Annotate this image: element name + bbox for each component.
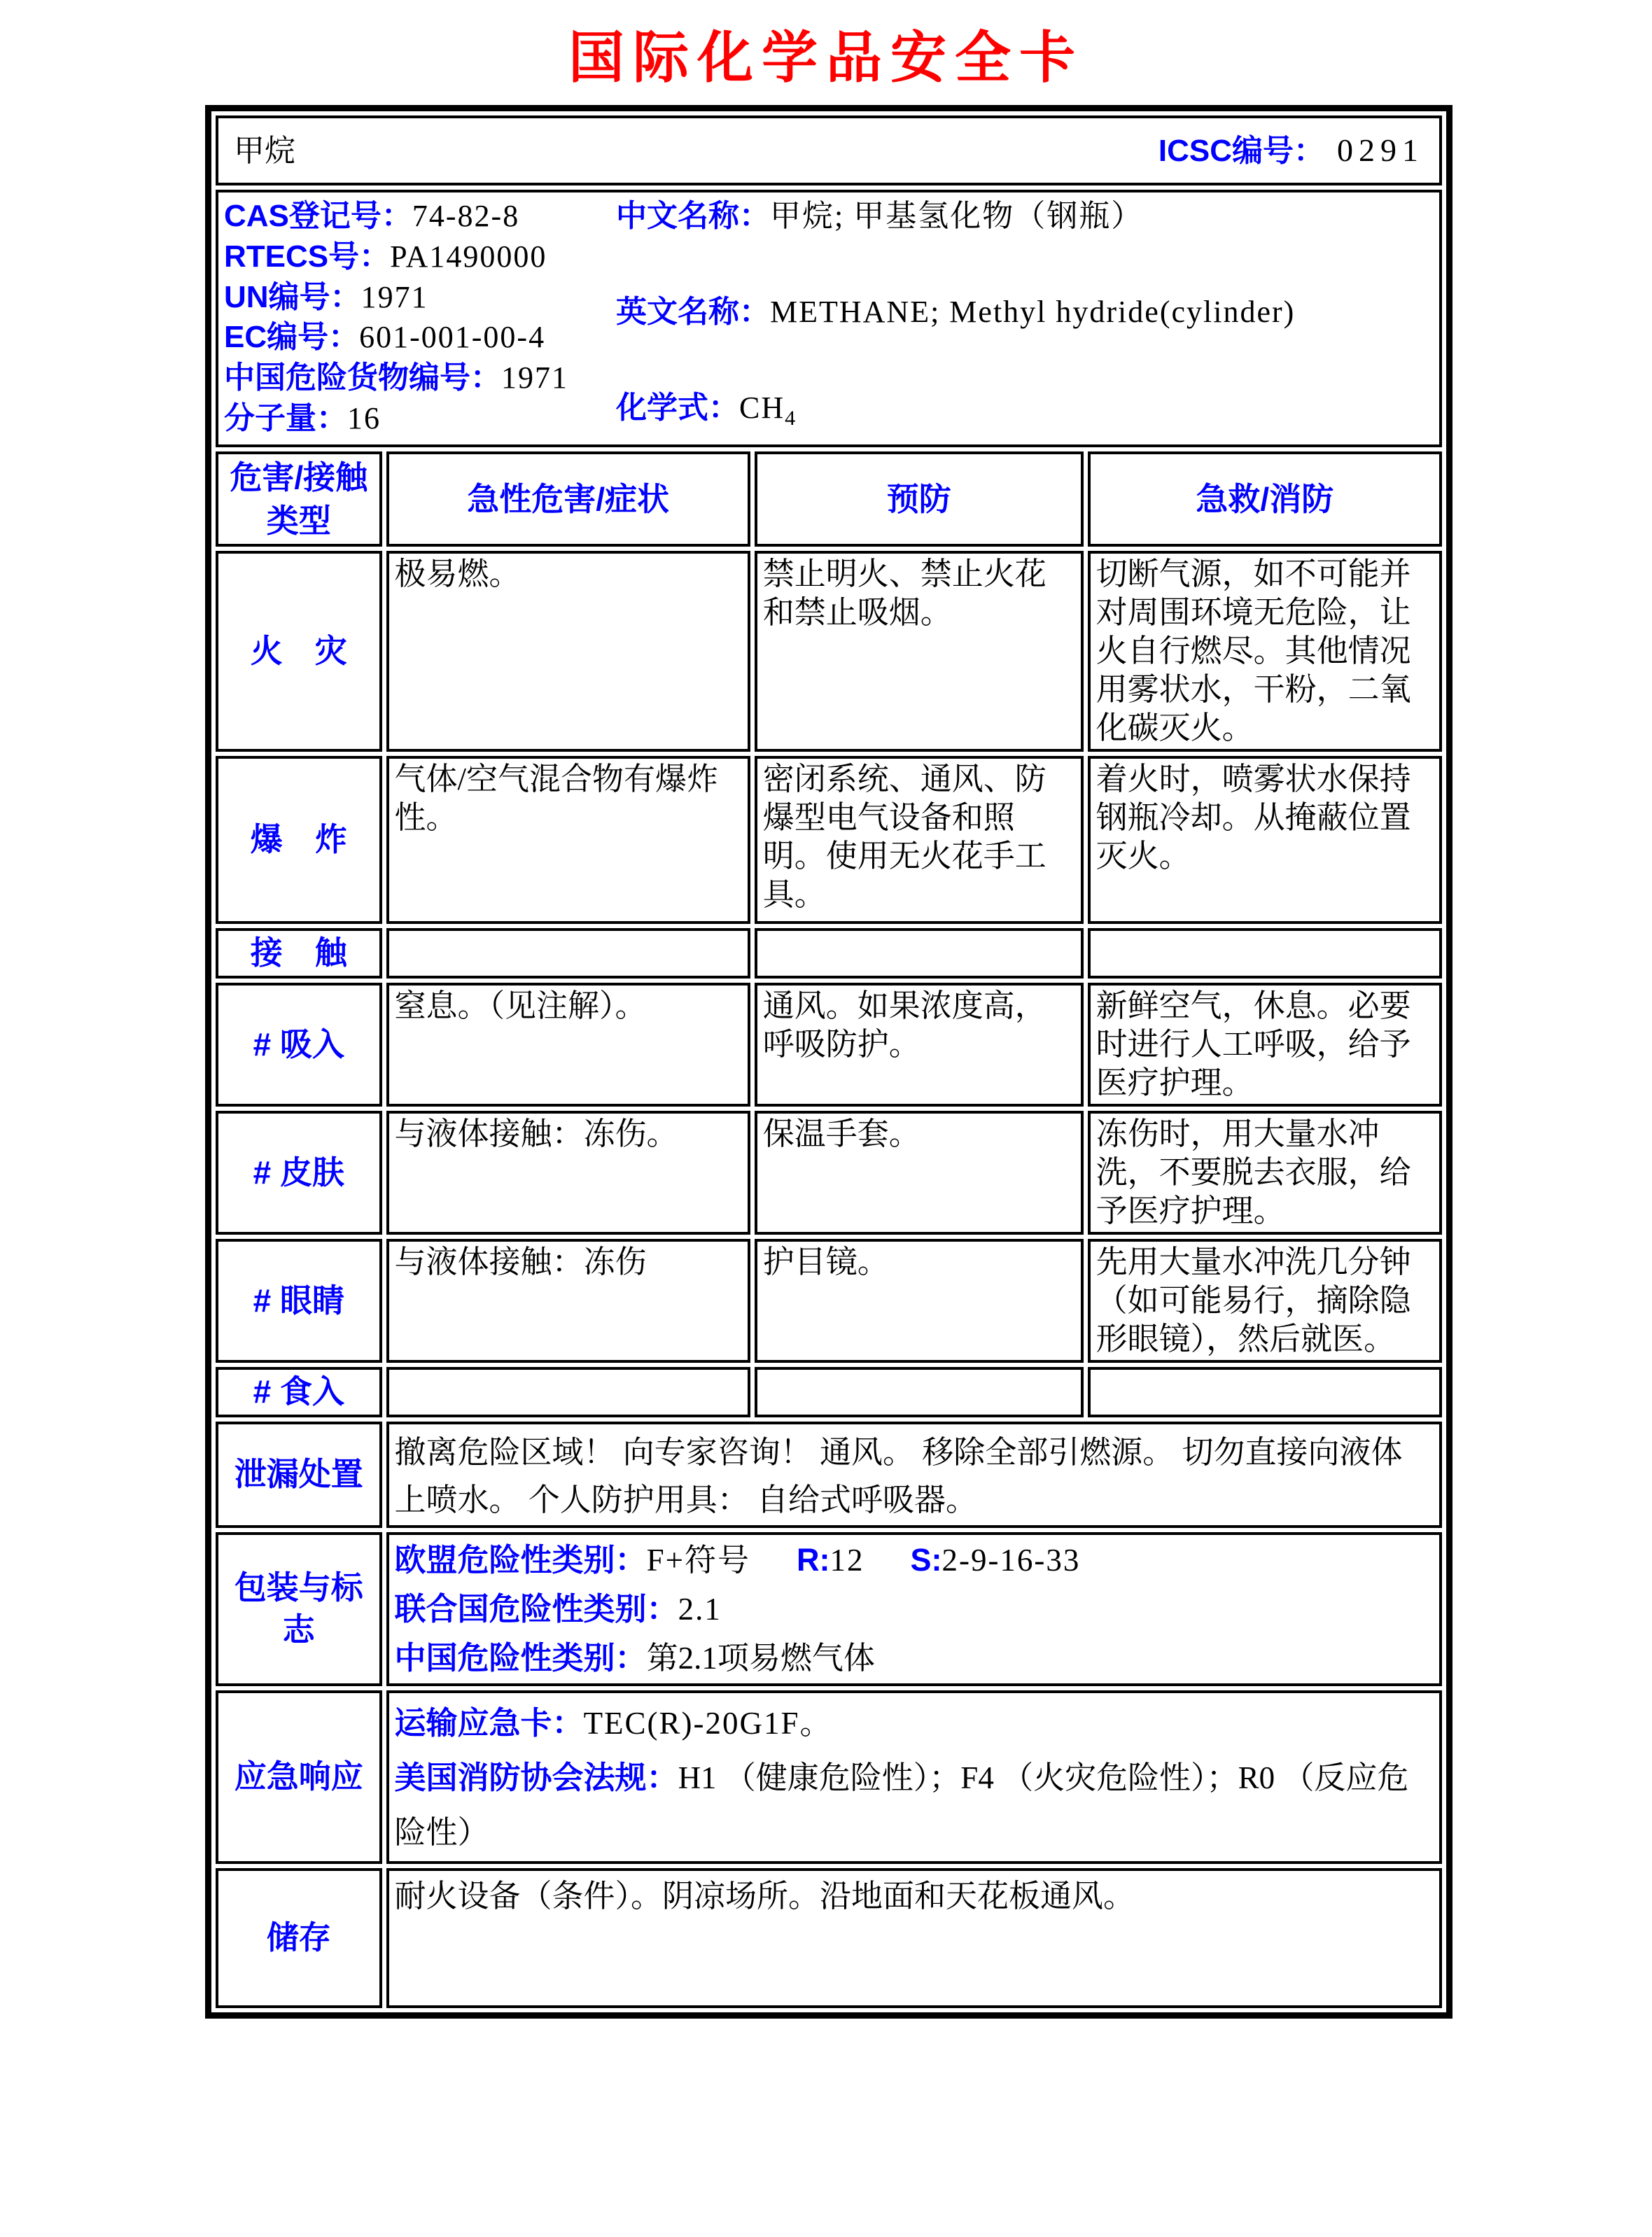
ec-number-line [224,318,616,356]
fire-firstaid-cell: 切断气源，如不可能并对周围环境无危险，让火自行燃尽。其他情况用雾状水，干粉，二氧化碳灭火。 [1088,551,1442,752]
un-number-line [224,278,616,316]
packaging-label: 包装与标志 [216,1532,382,1686]
china-class-value: 第2.1项易燃气体 [646,1640,875,1676]
formula-subscript: 4 [785,406,796,430]
r-phrases-label: R: [796,1541,830,1578]
header-hazard-type: 危害/接触 类型 [216,451,382,547]
ingestion-symptoms-cell [386,1367,750,1417]
identification-right-column [616,197,1434,437]
ingestion-firstaid-cell [1088,1367,1442,1417]
inhalation-row [216,983,1442,1107]
fire-row [216,551,1442,752]
rtecs-label: RTECS号： [224,239,391,274]
identification-cell [216,190,1442,447]
substance-header-cell [216,115,1442,185]
fire-label: 火 灾 [216,551,382,752]
icsc-number: 0291 [1337,132,1424,168]
page-title: 国际化学品安全卡 [568,28,1084,90]
rtecs-value: PA1490000 [390,239,547,274]
china-dg-number-line [224,358,616,397]
header-acute-hazards: 急性危害/症状 [386,451,750,547]
explosion-prevention-cell: 密闭系统、通风、防爆型电气设备和照明。使用无火花手工具。 [755,756,1084,924]
fire-prevention-cell: 禁止明火、禁止火花和禁止吸烟。 [755,551,1084,752]
chinese-name-line [616,197,1434,235]
contact-row [216,928,1442,979]
explosion-symptoms-cell: 气体/空气混合物有爆炸性。 [386,756,750,924]
un-class-value: 2.1 [678,1591,722,1627]
spillage-content-cell: 撤离危险区域！ 向专家咨询！ 通风。 移除全部引燃源。 切勿直接向液体上喷水。 个人防护用具： 自给式呼吸器。 [386,1422,1442,1528]
eyes-firstaid-cell: 先用大量水冲洗几分钟（如可能易行，摘除隐形眼镜），然后就医。 [1088,1239,1442,1363]
s-phrases-value: 2-9-16-33 [941,1542,1081,1578]
inhalation-symptoms-cell: 窒息。（见注解）。 [386,983,750,1107]
table-row [216,190,1442,447]
skin-row [216,1111,1442,1235]
packaging-row [216,1532,1442,1686]
emergency-content-cell [386,1690,1442,1864]
china-class-label: 中国危险性类别： [394,1639,647,1676]
header-prevention: 预防 [755,451,1084,547]
header-firstaid-firefighting: 急救/消防 [1088,451,1442,547]
nfpa-code-line [395,1751,1434,1860]
chinese-name-label: 中文名称： [616,199,770,233]
skin-prevention-cell: 保温手套。 [755,1111,1084,1235]
ec-label: EC编号： [224,320,360,355]
icsc-number-group [1158,131,1424,170]
substance-name: 甲烷 [234,133,295,168]
chinese-name-value: 甲烷; 甲基氢化物（钢瓶） [770,199,1144,233]
contact-firstaid-cell [1088,928,1442,979]
ingestion-prevention-cell [755,1367,1084,1417]
emergency-row [216,1690,1442,1864]
nfpa-label: 美国消防协会法规： [394,1759,678,1795]
molweight-label: 分子量： [224,400,347,435]
inhalation-prevention-cell: 通风。如果浓度高，呼吸防护。 [755,983,1084,1107]
storage-content-cell: 耐火设备（条件）。阴凉场所。沿地面和天花板通风。 [386,1868,1442,2008]
skin-firstaid-cell: 冻伤时，用大量水冲洗，不要脱去衣服，给予医疗护理。 [1088,1111,1442,1235]
r-phrases-value: 12 [830,1542,864,1578]
eu-class-value: F+符号 [646,1542,750,1578]
eyes-prevention-cell: 护目镜。 [755,1239,1084,1363]
explosion-label: 爆 炸 [216,756,382,924]
skin-label: # 皮肤 [216,1111,382,1235]
english-name-line [616,293,1434,331]
un-value: 1971 [360,279,428,314]
english-name-value: METHANE; Methyl hydride(cylinder) [770,295,1296,330]
spillage-label: 泄漏处置 [216,1422,382,1528]
un-hazard-class-line [395,1590,1434,1629]
inhalation-label: # 吸入 [216,983,382,1107]
tec-value: TEC(R)-20G1F。 [583,1705,833,1741]
ingestion-row [216,1367,1442,1417]
packaging-content-cell [386,1532,1442,1686]
molweight-value: 16 [347,400,381,435]
eu-hazard-class-line [395,1541,1434,1580]
china-dg-value: 1971 [501,360,568,395]
rtecs-number-line [224,237,616,276]
skin-symptoms-cell: 与液体接触：冻伤。 [386,1111,750,1235]
emergency-label: 应急响应 [216,1690,382,1864]
explosion-firstaid-cell: 着火时，喷雾状水保持钢瓶冷却。从掩蔽位置灭火。 [1088,756,1442,924]
inhalation-firstaid-cell: 新鲜空气，休息。必要时进行人工呼吸，给予医疗护理。 [1088,983,1442,1107]
cas-number-line [224,197,616,235]
china-dg-label: 中国危险货物编号： [224,360,501,395]
formula-label: 化学式： [616,391,739,426]
table-header-row [216,451,1442,547]
identification-left-column [224,197,616,437]
icsc-label: ICSC编号： [1158,134,1324,168]
un-label: UN编号： [224,279,361,314]
s-phrases-label: S: [910,1541,942,1578]
formula-line [616,388,1434,437]
safety-card-table [205,105,1452,2019]
china-hazard-class-line [395,1639,1434,1678]
tec-label: 运输应急卡： [394,1704,584,1741]
molweight-line [224,399,616,437]
formula-value: $CH_4$ [739,391,796,430]
cas-label: CAS登记号： [224,199,412,233]
nfpa-value: H1 （健康危险性）；F4 （火灾危险性）；R0 （反应危险性） [394,1760,1409,1850]
table-row [216,115,1442,185]
english-name-label: 英文名称： [616,295,770,330]
transport-emergency-card-line [395,1696,1434,1751]
eyes-symptoms-cell: 与液体接触：冻伤 [386,1239,750,1363]
contact-symptoms-cell [386,928,750,979]
eu-class-label: 欧盟危险性类别： [394,1541,647,1578]
cas-value: 74-82-8 [412,199,520,233]
storage-row [216,1868,1442,2008]
contact-label: 接 触 [216,928,382,979]
eyes-label: # 眼睛 [216,1239,382,1363]
contact-prevention-cell [755,928,1084,979]
eyes-row [216,1239,1442,1363]
un-class-label: 联合国危险性类别： [394,1590,678,1627]
explosion-row [216,756,1442,924]
fire-symptoms-cell: 极易燃。 [386,551,750,752]
ec-value: 601-001-00-4 [359,320,546,355]
storage-label: 储存 [216,1868,382,2008]
spillage-row [216,1422,1442,1528]
ingestion-label: # 食入 [216,1367,382,1417]
